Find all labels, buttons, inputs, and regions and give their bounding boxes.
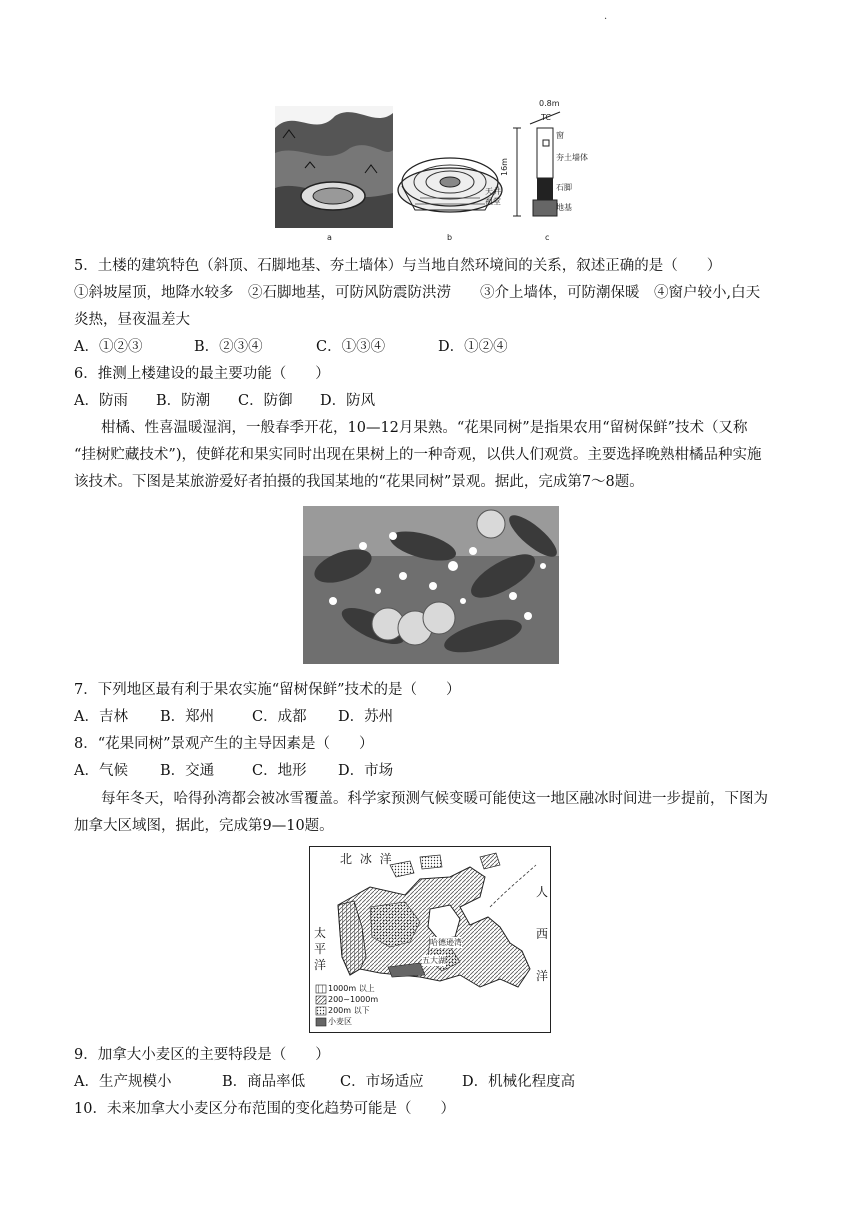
passage-9-10-line2: 加拿大区域图，据此，完成第9—10题。 (74, 818, 334, 834)
q5-option-c[interactable]: C．①③④ (316, 339, 386, 355)
legend-high: 1000m 以上 (328, 984, 375, 993)
q6-option-a[interactable]: A．防雨 (74, 393, 128, 409)
q7-options (74, 707, 393, 727)
q9-option-c[interactable]: C．市场适应 (340, 1074, 424, 1090)
q6-options (74, 391, 375, 411)
passage-9-10-line1: 每年冬天，哈得孙湾都会被冰雪覆盖。科学家预测气候变暖可能使这一地区融冰时间进一步提前，下图为 (101, 791, 768, 807)
label-pacific-ocean (314, 925, 326, 973)
q6-option-c[interactable]: C．防御 (238, 393, 293, 409)
legend-mid: 200~1000m (328, 995, 379, 1004)
annotation-window-tc: TC (541, 113, 552, 122)
q9-stem: 9．加拿大小麦区的主要特段是（ ） (74, 1047, 330, 1063)
pacific-char-1: 太 (314, 926, 327, 940)
q6-option-b[interactable]: B．防潮 (156, 393, 211, 409)
pacific-char-2: 平 (314, 942, 327, 956)
q5-option-d[interactable]: D．①②④ (438, 339, 508, 355)
q10-stem: 10．未来加拿大小麦区分布范围的变化趋势可能是（ ） (74, 1101, 455, 1117)
annotation-courtyard: 天井 (485, 187, 501, 196)
q5-statements-line2: 炎热，昼夜温差大 (74, 312, 190, 328)
q5-stem: 5．土楼的建筑特色（斜顶、石脚地基、夯土墙体）与当地自然环境间的关系，叙述正确的是（ ） (74, 258, 722, 274)
q6-option-d[interactable]: D．防风 (320, 393, 376, 409)
passage-7-8-line2: “挂树贮藏技术”)，使鲜花和果实同时出现在果树上的一种奇观，以供人们观赏。主要选择晚熟柑橘品种实施 (74, 447, 762, 463)
figure-label-c: c (545, 233, 550, 242)
q5-option-a[interactable]: A．①②③ (74, 339, 143, 355)
q5-option-b[interactable]: B．②③④ (194, 339, 263, 355)
annotation-hall: 祖堂 (485, 197, 501, 206)
q7-option-d[interactable]: D．苏州 (338, 709, 394, 725)
q7-stem: 7．下列地区最有利于果农实施“留树保鲜”技术的是（ ） (74, 682, 461, 698)
passage-7-8-line3: 该技术。下图是某旅游爱好者拍摄的我国某地的“花果同树”景观。据此，完成第7～8题。 (74, 474, 644, 490)
label-atlantic-1: 人 (536, 885, 549, 899)
q8-option-c[interactable]: C．地形 (252, 763, 307, 779)
label-atlantic-2: 西 (536, 927, 549, 941)
q9-options (74, 1072, 575, 1092)
legend-wheat: 小麦区 (328, 1017, 352, 1026)
q9-option-b[interactable]: B．商品率低 (222, 1074, 306, 1090)
q6-stem: 6．推测上楼建设的最主要功能（ ） (74, 366, 330, 382)
figure-c-wall-section (513, 112, 560, 216)
q9-option-d[interactable]: D．机械化程度高 (462, 1074, 576, 1090)
q7-option-c[interactable]: C．成都 (252, 709, 307, 725)
label-arctic-ocean: 北 冰 洋 (340, 852, 394, 866)
canada-map (309, 846, 551, 1033)
header-dot: · (604, 14, 608, 25)
q8-options (74, 761, 393, 781)
figure-a-landscape (275, 106, 393, 228)
q7-option-a[interactable]: A．吉林 (74, 709, 128, 725)
citrus-photo-svg (303, 506, 559, 664)
annotation-height: 16m (500, 158, 509, 176)
label-hudson-bay: 哈德逊湾 (430, 938, 462, 947)
label-great-lakes: 五大湖 (422, 956, 446, 965)
q8-option-a[interactable]: A．气候 (74, 763, 128, 779)
q8-stem: 8．“花果同树”景观产生的主导因素是（ ） (74, 736, 374, 752)
map-legend (316, 985, 326, 1026)
q8-option-b[interactable]: B．交通 (160, 763, 215, 779)
annotation-stone: 石脚 (556, 183, 572, 192)
annotation-window: 窗 (556, 131, 564, 140)
q9-option-a[interactable]: A．生产规模小 (74, 1074, 172, 1090)
annotation-top-height: 0.8m (539, 99, 560, 108)
annotation-wall: 夯土墙体 (556, 153, 588, 162)
passage-7-8-line1: 柑橘、性喜温暖湿润，一般春季开花，10—12月果熟。“花果同树”是指果农用“留树保鲜”技术（又称 (101, 420, 748, 436)
pacific-char-3: 洋 (314, 958, 327, 972)
map-legend-labels (328, 983, 378, 1027)
q5-statements-line1: ①斜坡屋顶，地降水较多 ②石脚地基，可防风防震防洪涝 ③介上墙体，可防潮保暖 ④窗户较小,白天 (74, 285, 761, 301)
q5-options (74, 337, 508, 357)
legend-low: 200m 以下 (328, 1006, 370, 1015)
q8-option-d[interactable]: D．市场 (338, 763, 394, 779)
label-atlantic-3: 洋 (536, 969, 549, 983)
figure-label-b: b (447, 233, 453, 242)
annotation-base: 地基 (556, 203, 572, 212)
tulou-figure-svg (275, 98, 588, 244)
q7-option-b[interactable]: B．郑州 (160, 709, 215, 725)
citrus-photo (303, 506, 559, 664)
tulou-figure (275, 98, 588, 244)
figure-label-a: a (327, 233, 332, 242)
